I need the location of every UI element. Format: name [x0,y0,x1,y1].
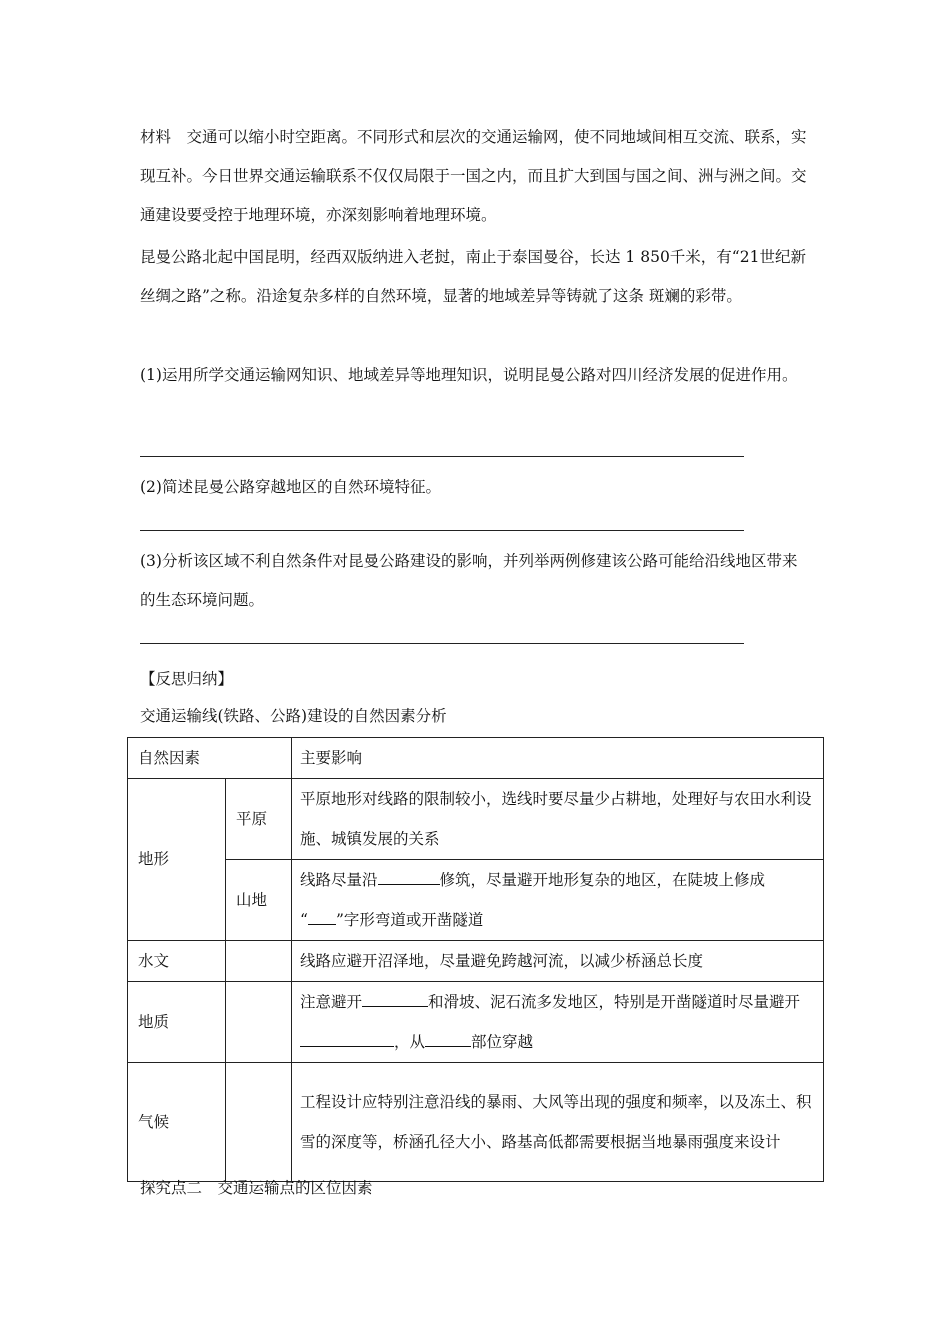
answer-line-1[interactable] [140,456,744,457]
factor-terrain: 地形 [128,779,226,941]
mountain-effect-text-d: ”字形弯道或开凿隧道 [335,911,484,929]
natural-factors-table [127,737,824,1182]
header-factor: 自然因素 [128,738,292,779]
fill-blank-fault[interactable] [362,988,428,1007]
table-row-climate [128,1063,824,1182]
subfactor-empty [226,941,292,982]
geology-effect-text-b: 和滑坡、泥石流多发地区，特别是开凿隧道时尽量避开 [428,993,801,1011]
reflection-subtitle: 交通运输线(铁路、公路)建设的自然因素分析 [140,707,447,725]
geology-effect-text-c: ，从 [394,1033,426,1051]
effect-climate: 工程设计应特别注意沿线的暴雨、大风等出现的强度和频率，以及冻土、积雪的深度等，桥涵孔径大小、路基高低都需要根据当地暴雨强度来设计 [292,1063,824,1182]
geology-effect-text-d: 部位穿越 [471,1033,534,1051]
reflection-heading: 【反思归纳】 [140,670,234,688]
table-row-hydrology [128,941,824,982]
effect-hydrology: 线路应避开沼泽地，尽量避免跨越河流，以减少桥涵总长度 [292,941,824,982]
effect-plain: 平原地形对线路的限制较小，选线时要尽量少占耕地，处理好与农田水利设施、城镇发展的关系 [292,779,824,860]
subfactor-empty [226,1063,292,1182]
material-paragraph-1: 材料 交通可以缩小时空距离。不同形式和层次的交通运输网，使不同地域间相互交流、联系，实现互补。今日世界交通运输联系不仅仅局限于一国之内，而且扩大到国与国之间、洲与洲之间。交通建设要受控于地理环境，亦深刻影响着地理环境。 [140,128,807,224]
material-paragraph-2: 昆曼公路北起中国昆明，经西双版纳进入老挝，南止于泰国曼谷，长达 1 850千米，有“21世纪新丝绸之路”之称。沿途复杂多样的自然环境，显著的地域差异等铸就了这条 斑斓的彩带。 [140,248,806,305]
next-section-title: 探究点二 交通运输点的区位因素 [140,1179,373,1197]
subfactor-empty [226,982,292,1063]
question-1: (1)运用所学交通运输网知识、地域差异等地理知识，说明昆曼公路对四川经济发展的促进作用。 [140,366,798,384]
fill-blank-valley[interactable] [378,866,440,885]
table-row-plain [128,779,824,860]
effect-mountain [292,860,824,941]
subfactor-mountain: 山地 [226,860,292,941]
fill-blank-avoid[interactable] [300,1028,394,1047]
header-effect: 主要影响 [292,738,824,779]
subfactor-plain: 平原 [226,779,292,860]
answer-line-3[interactable] [140,643,744,644]
answer-line-2[interactable] [140,530,744,531]
factor-geology: 地质 [128,982,226,1063]
table-row-geology [128,982,824,1063]
effect-geology [292,982,824,1063]
question-2: (2)简述昆曼公路穿越地区的自然环境特征。 [140,478,441,496]
factor-climate: 气候 [128,1063,226,1182]
fill-blank-shape[interactable] [308,906,336,925]
fill-blank-part[interactable] [425,1028,471,1047]
mountain-effect-text-b: 修筑，尽量避开地形复杂的地区，在陡坡上修成 [439,871,766,889]
geology-effect-text-a: 注意避开 [300,993,363,1011]
table-header-row [128,738,824,779]
question-3: (3)分析该区域不利自然条件对昆曼公路建设的影响，并列举两例修建该公路可能给沿线地区带来的生态环境问题。 [140,552,798,609]
table-row-mountain [128,860,824,941]
mountain-effect-text-c: “ [300,911,308,929]
mountain-effect-text-a: 线路尽量沿 [300,871,378,889]
factor-hydrology: 水文 [128,941,226,982]
